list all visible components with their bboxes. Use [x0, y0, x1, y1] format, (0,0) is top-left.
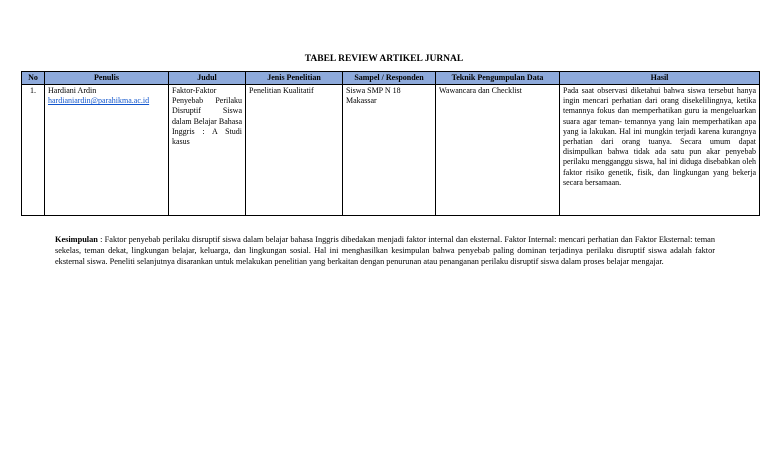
- cell-hasil: Pada saat observasi diketahui bahwa siswa tersebut hanya ingin mencari perhatian dari orang disekelilingnya, ketika temannya fokus dan memperhatikan guru ia mengeluarkan suara agar teman- temannya yang lain memperhatikan apa yang ia lakukan. Hal ini mungkin terjadi karena kurangnya perhatian dari orang tuanya. Secara umum dapat disimpulkan bahwa tidak ada satu pun akar penyebab perilaku mengganggu siswa, hal ini diduga disebabkan oleh faktor risiko genetik, fisik, dan lingkungan yang bekerja secara bersamaan.: [560, 85, 760, 216]
- author-email-link[interactable]: hardianiardin@parahikma.ac.id: [48, 96, 150, 106]
- conclusion-text: : Faktor penyebab perilaku disruptif siswa dalam belajar bahasa Inggris dibedakan menjadi faktor internal dan eksternal. Faktor Internal: mencari perhatian dan Faktor Eksternal: teman sekelas, teman dekat, lingkungan belajar, keluarga, dan lingkungan sosial. Hal ini menghasilkan kesimpulan bahwa penyebab paling dominan terjadinya perilaku disruptif siswa adalah faktor eksternal siswa. Peneliti selanjutnya disarankan untuk melakukan penelitian yang berkaitan dengan penurunan atau penanganan perilaku disruptif siswa dalam proses belajar mengajar.: [55, 235, 715, 266]
- cell-judul: Faktor-Faktor Penyebab Perilaku Disruptif Siswa dalam Belajar Bahasa Inggris : A Studi kasus: [169, 85, 246, 216]
- cell-jenis-penelitian: Penelitian Kualitatif: [246, 85, 343, 216]
- header-sampel: Sampel / Responden: [343, 72, 436, 85]
- header-hasil: Hasil: [560, 72, 760, 85]
- header-row: [22, 72, 760, 85]
- header-no: No: [22, 72, 45, 85]
- conclusion-label: Kesimpulan: [55, 235, 98, 244]
- header-penulis: Penulis: [45, 72, 169, 85]
- cell-penulis: [45, 85, 169, 216]
- header-teknik: Teknik Pengumpulan Data: [436, 72, 560, 85]
- document-title: TABEL REVIEW ARTIKEL JURNAL: [304, 54, 464, 64]
- cell-teknik: Wawancara dan Checklist: [436, 85, 560, 216]
- cell-sampel: Siswa SMP N 18 Makassar: [343, 85, 436, 216]
- header-jenis-penelitian: Jenis Penelitian: [246, 72, 343, 85]
- review-table: [21, 71, 760, 216]
- cell-no: 1.: [22, 85, 45, 216]
- conclusion-paragraph: [55, 234, 715, 267]
- table-row: [22, 85, 760, 216]
- header-judul: Judul: [169, 72, 246, 85]
- author-name: Hardiani Ardin: [48, 86, 97, 95]
